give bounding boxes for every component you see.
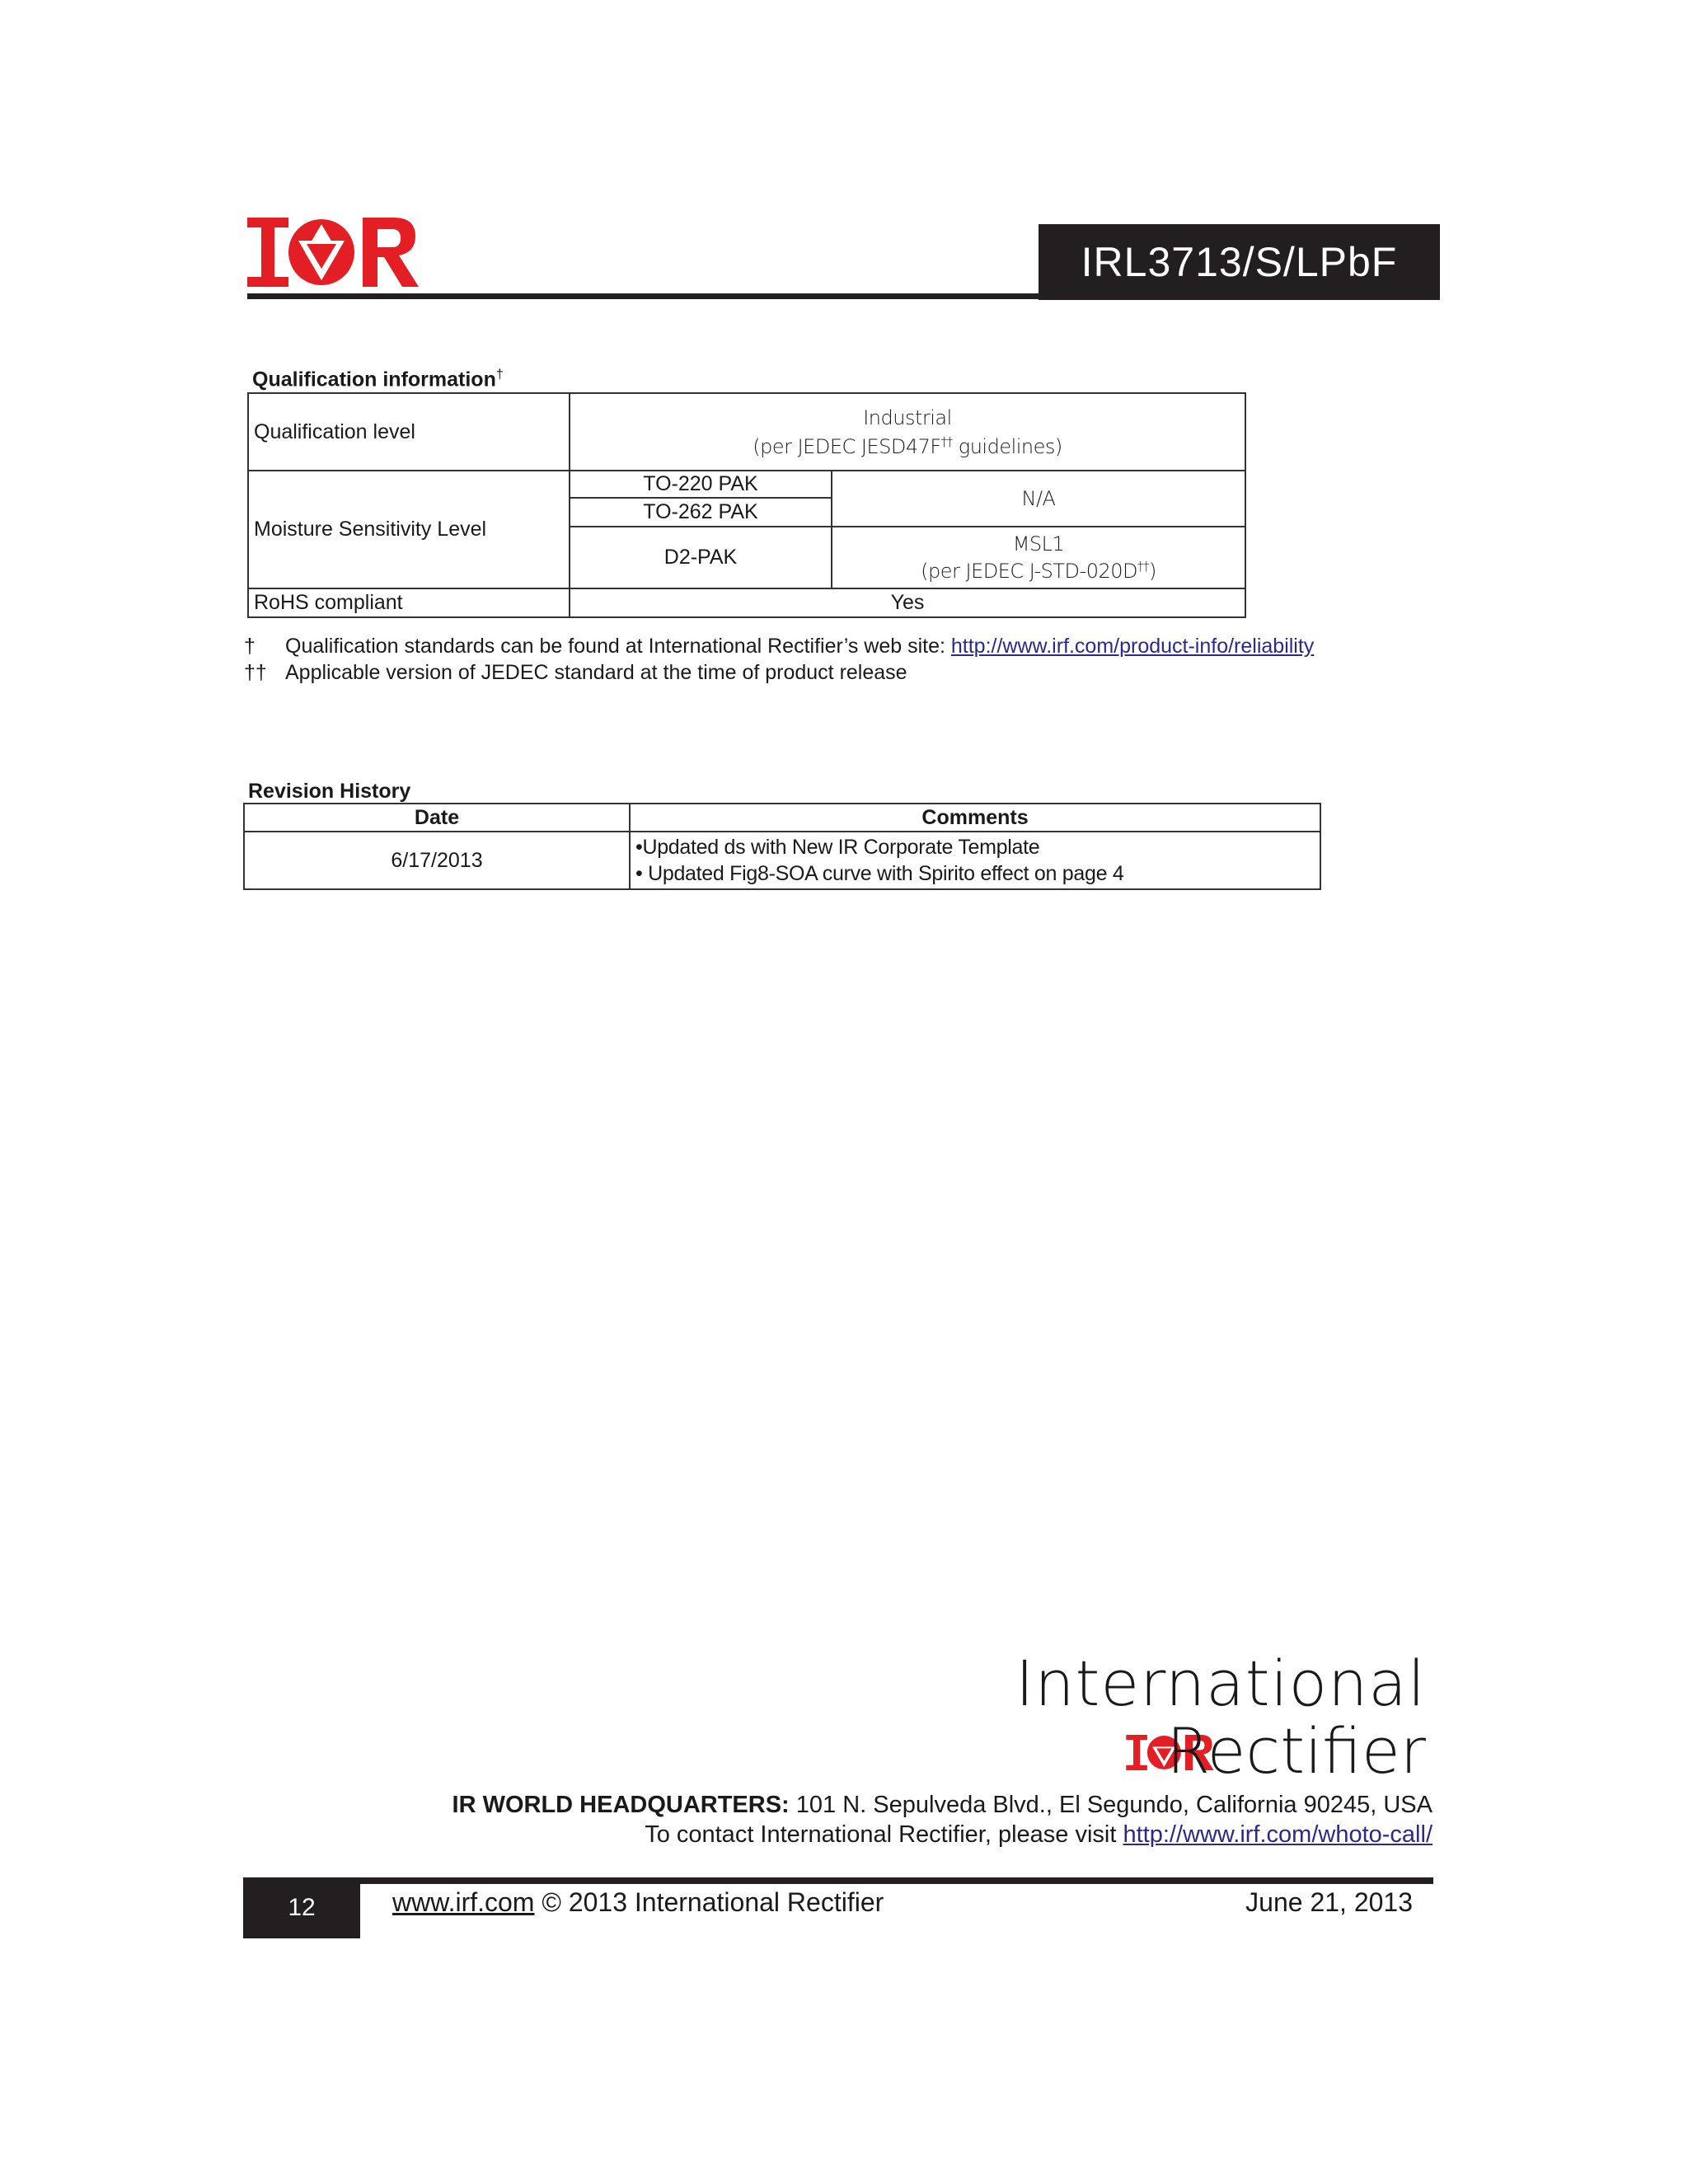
revision-col-comments: Comments — [921, 805, 1029, 829]
msl-value: MSL1 (per JEDEC J-STD-020D††) — [921, 532, 1156, 583]
qualification-title: Qualification information† — [252, 368, 504, 391]
footer-copyright: www.irf.com © 2013 International Rectifier — [392, 1887, 884, 1917]
footer-date: June 21, 2013 — [1245, 1887, 1413, 1917]
revision-history-title: Revision History — [248, 780, 411, 803]
irf-site-link[interactable]: www.irf.com — [392, 1887, 535, 1917]
ir-logo — [247, 216, 420, 290]
qualification-level-value: Industrial (per JEDEC JESD47F†† guidelines) — [753, 405, 1062, 458]
reliability-link[interactable]: http://www.irf.com/product-info/reliability — [950, 635, 1315, 658]
revision-col-date: Date — [414, 805, 460, 829]
footnote-1: † Qualification standards can be found at International Rectifier’s web site: http://www.irf.com/product-info/reliability — [244, 635, 1315, 658]
contact-line: To contact International Rectifier, please visit http://www.irf.com/whoto-call/ — [645, 1821, 1432, 1848]
msl-na-value: N/A — [1021, 487, 1056, 510]
package-to262: TO-262 PAK — [643, 500, 758, 523]
revision-row-date: 6/17/2013 — [391, 848, 483, 872]
part-number: IRL3713/S/LPbF — [1081, 239, 1398, 285]
page-number-box — [243, 1877, 360, 1938]
revision-row-comments: •Updated ds with New IR Corporate Template • Updated Fig8-SOA curve with Spirito effect on page 4 — [635, 835, 1124, 885]
rohs-label: RoHS compliant — [254, 591, 403, 614]
rohs-value: Yes — [890, 591, 925, 614]
package-d2pak: D2-PAK — [663, 546, 738, 569]
qualification-table — [247, 392, 1246, 618]
footnote-2: †† Applicable version of JEDEC standard at the time of product release — [244, 661, 907, 684]
brand-international: International — [1015, 1647, 1426, 1720]
part-number-banner — [1039, 224, 1440, 300]
footer-rule — [243, 1877, 1433, 1884]
hq-address: IR WORLD HEADQUARTERS: 101 N. Sepulveda Blvd., El Segundo, California 90245, USA — [452, 1792, 1432, 1818]
qualification-level-label: Qualification level — [254, 419, 415, 443]
page-number: 12 — [288, 1894, 316, 1921]
revision-history-table — [243, 803, 1321, 890]
package-to220: TO-220 PAK — [643, 472, 758, 495]
msl-label: Moisture Sensitivity Level — [254, 518, 487, 541]
brand-rectifier: Rectifier — [1166, 1714, 1426, 1788]
whoto-call-link[interactable]: http://www.irf.com/whoto-call/ — [1123, 1821, 1432, 1848]
